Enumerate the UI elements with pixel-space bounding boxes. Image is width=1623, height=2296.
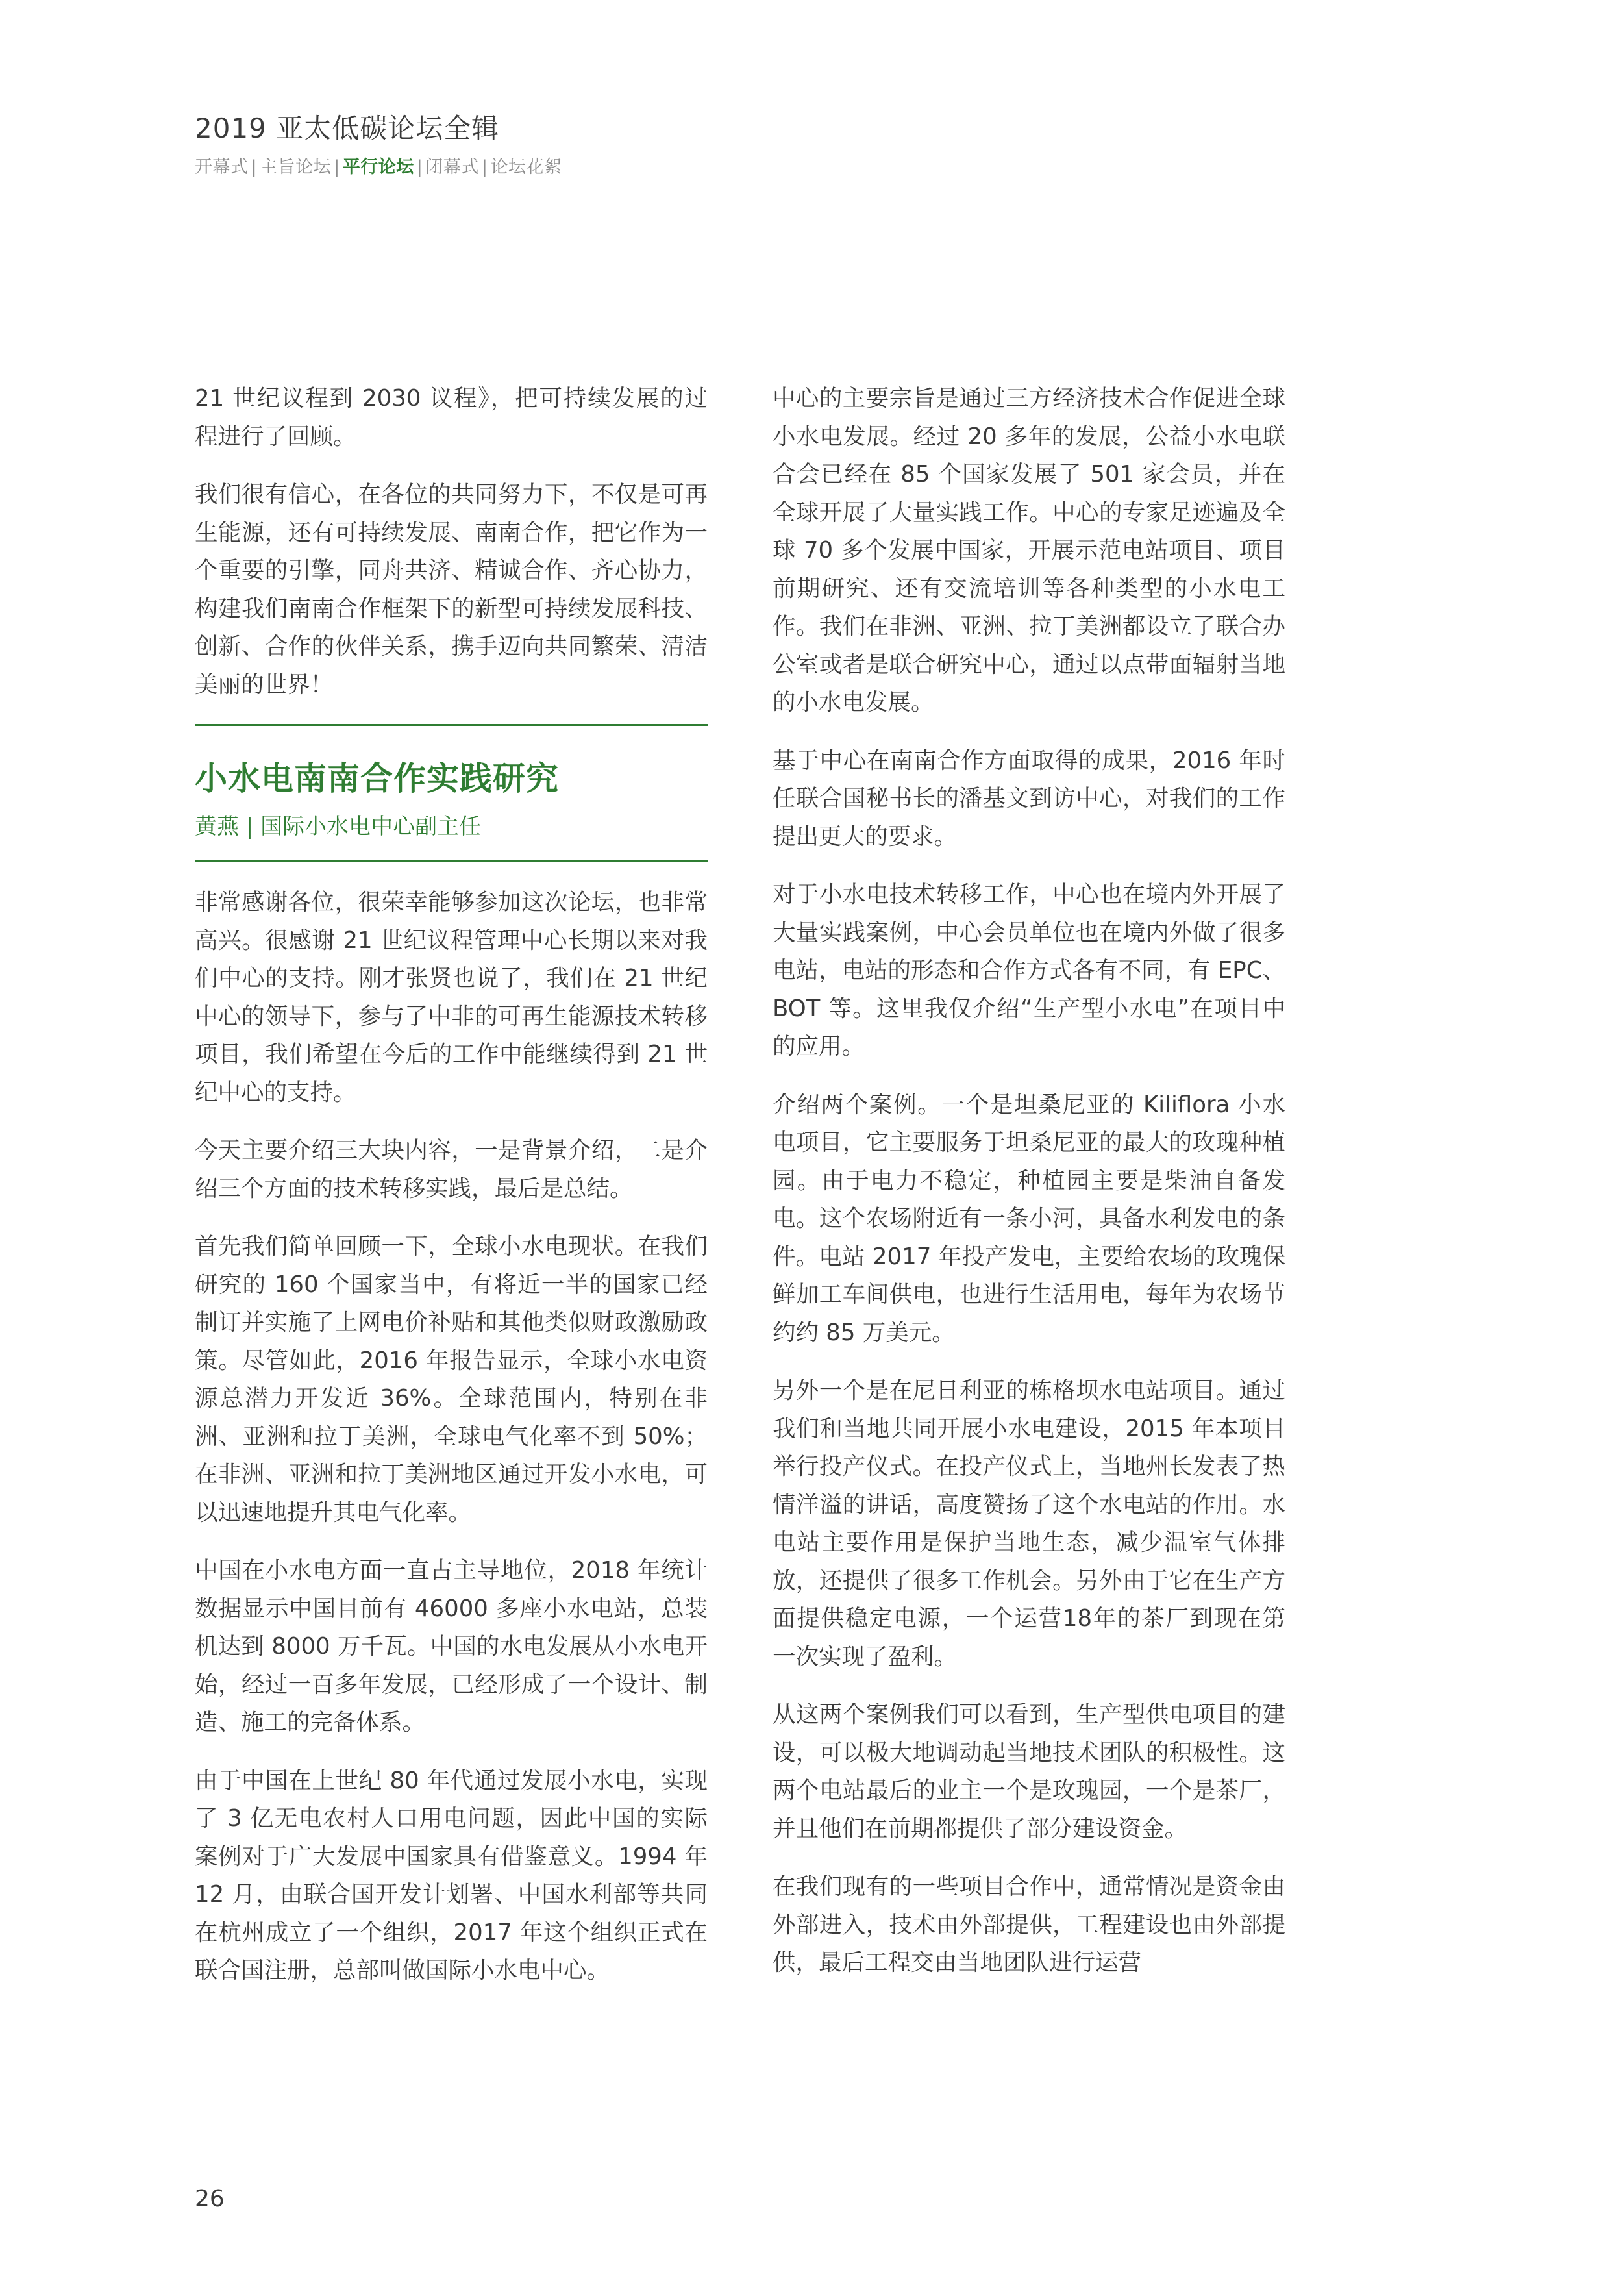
right-column (773, 380, 1285, 2003)
paragraph: 基于中心在南南合作方面取得的成果，2016 年时任联合国秘书长的潘基文到访中心，对我们的工作提出更大的要求。 (773, 747, 1285, 850)
paragraph: 非常感谢各位，很荣幸能够参加这次论坛，也非常高兴。很感谢 21 世纪议程管理中心长期以来对我们中心的支持。刚才张贤也说了，我们在 21 世纪中心的领导下，参与了中非的可再生能源技术转移项目，我们希望在今后的工作中能继续得到 21 世纪中心的支持。 (195, 889, 708, 1106)
paragraph: 在我们现有的一些项目合作中，通常情况是资金由外部进入，技术由外部提供，工程建设也由外部提供，最后工程交由当地团队进行运营 (773, 1873, 1285, 1976)
nav-separator: | (481, 157, 488, 177)
section-heading-block (195, 724, 708, 862)
nav-separator: | (334, 157, 340, 177)
document-title: 2019 亚太低碳论坛全辑 (195, 112, 500, 144)
section-divider-bottom (195, 860, 708, 862)
section-author: 黄燕 | 国际小水电中心副主任 (195, 814, 482, 840)
document-header (195, 109, 562, 181)
paragraph: 另外一个是在尼日利亚的栋格坝水电站项目。通过我们和当地共同开展小水电建设，2015 年本项目举行投产仪式。在投产仪式上，当地州长发表了热情洋溢的讲话，高度赞扬了这个水电站的作用。水电站主要作用是保护当地生态，减少温室气体排放，还提供了很多工作机会。另外由于它在生产方面提供稳定电源，一个运营18年的茶厂到现在第一次实现了盈利。 (773, 1377, 1285, 1670)
paragraph: 中心的主要宗旨是通过三方经济技术合作促进全球小水电发展。经过 20 多年的发展，公益小水电联合会已经在 85 个国家发展了 501 家会员，并在全球开展了大量实践工作。中心的专家足迹遍及全球 70 多个发展中国家，开展示范电站项目、项目前期研究、还有交流培训等各种类型的小水电工作。我们在非洲、亚洲、拉丁美洲都设立了联合办公室或者是联合研究中心，通过以点带面辐射当地的小水电发展。 (773, 385, 1285, 716)
paragraph: 从这两个案例我们可以看到，生产型供电项目的建设，可以极大地调动起当地技术团队的积极性。这两个电站最后的业主一个是玫瑰园，一个是茶厂，并且他们在前期都提供了部分建设资金。 (773, 1701, 1285, 1842)
section-title: 小水电南南合作实践研究 (195, 760, 559, 797)
paragraph: 我们很有信心，在各位的共同努力下，不仅是可再生能源，还有可持续发展、南南合作，把它作为一个重要的引擎，同舟共济、精诚合作、齐心协力，构建我们南南合作框架下的新型可持续发展科技、创新、合作的伙伴关系，携手迈向共同繁荣、清洁美丽的世界！ (195, 481, 708, 698)
nav-item-opening[interactable]: 开幕式 (195, 157, 249, 177)
paragraph: 由于中国在上世纪 80 年代通过发展小水电，实现了 3 亿无电农村人口用电问题，因此中国的实际案例对于广大发展中国家具有借鉴意义。1994 年 12 月，由联合国开发计划署、中国水利部等共同在杭州成立了一个组织，2017 年这个组织正式在联合国注册，总部叫做国际小水电中心。 (195, 1767, 708, 1984)
paragraph: 介绍两个案例。一个是坦桑尼亚的 Kiliflora 小水电项目，它主要服务于坦桑尼亚的最大的玫瑰种植园。由于电力不稳定，种植园主要是柴油自备发电。这个农场附近有一条小河，具备水利发电的条件。电站 2017 年投产发电，主要给农场的玫瑰保鲜加工车间供电，也进行生活用电，每年为农场节约约 85 万美元。 (773, 1091, 1285, 1346)
nav-separator: | (251, 157, 258, 177)
nav-item-parallel[interactable]: 平行论坛 (342, 157, 414, 177)
paragraph: 对于小水电技术转移工作，中心也在境内外开展了大量实践案例，中心会员单位也在境内外做了很多电站，电站的形态和合作方式各有不同，有 EPC、BOT 等。这里我仅介绍“生产型小水电”在项目中的应用。 (773, 881, 1285, 1060)
paragraph: 今天主要介绍三大块内容，一是背景介绍，二是介绍三个方面的技术转移实践，最后是总结。 (195, 1137, 708, 1202)
section-nav (195, 155, 562, 181)
paragraph: 首先我们简单回顾一下，全球小水电现状。在我们研究的 160 个国家当中，有将近一半的国家已经制订并实施了上网电价补贴和其他类似财政激励政策。尽管如此，2016 年报告显示，全球小水电资源总潜力开发近 36%。全球范围内，特别在非洲、亚洲和拉丁美洲，全球电气化率不到 50%；在非洲、亚洲和拉丁美洲地区通过开发小水电，可以迅速地提升其电气化率。 (195, 1233, 708, 1526)
paragraph: 中国在小水电方面一直占主导地位，2018 年统计数据显示中国目前有 46000 多座小水电站，总装机达到 8000 万千瓦。中国的水电发展从小水电开始，经过一百多年发展，已经形成了一个设计、制造、施工的完备体系。 (195, 1557, 708, 1736)
page-number: 26 (195, 2186, 225, 2212)
left-column (195, 380, 708, 2010)
section-divider-top (195, 724, 708, 726)
nav-item-closing[interactable]: 闭幕式 (425, 157, 479, 177)
nav-item-highlights[interactable]: 论坛花絮 (490, 157, 562, 177)
nav-separator: | (416, 157, 423, 177)
nav-item-keynote[interactable]: 主旨论坛 (260, 157, 332, 177)
paragraph: 21 世纪议程到 2030 议程》，把可持续发展的过程进行了回顾。 (195, 385, 708, 450)
